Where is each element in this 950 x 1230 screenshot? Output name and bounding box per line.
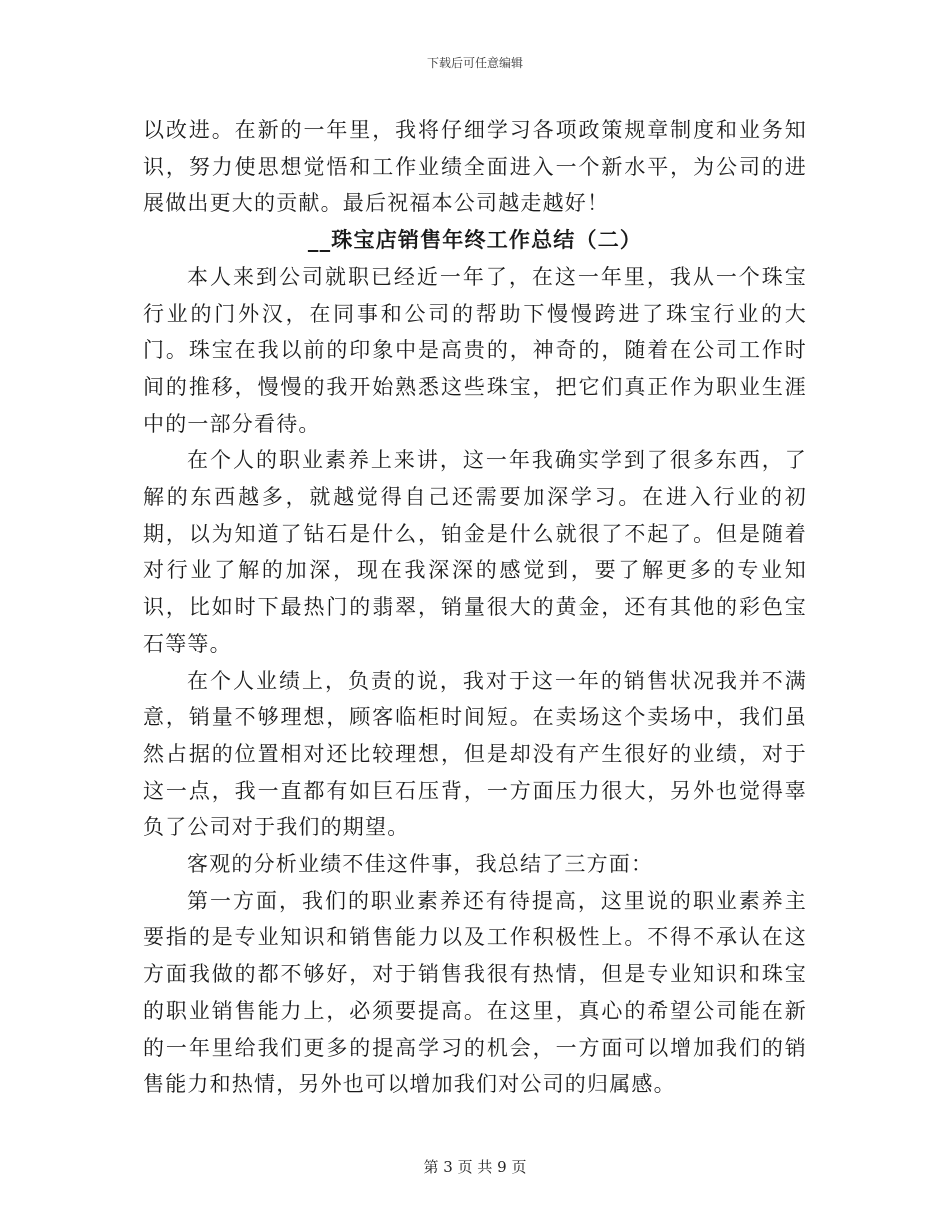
paragraph-continued: 以改进。在新的一年里，我将仔细学习各项政策规章制度和业务知识，努力使思想觉悟和工作业绩全面进入一个新水平，为公司的进展做出更大的贡献。最后祝福本公司越走越好！ — [143, 118, 807, 216]
paragraph-intro: 本人来到公司就职已经近一年了，在这一年里，我从一个珠宝行业的门外汉，在同事和公司的帮助下慢慢跨进了珠宝行业的大门。珠宝在我以前的印象中是高贵的，神奇的，随着在公司工作时间的推移，慢慢的我开始熟悉这些珠宝，把它们真正作为职业生涯中的一部分看待。 — [143, 264, 807, 436]
paragraph-analysis-intro: 客观的分析业绩不佳这件事，我总结了三方面： — [187, 852, 654, 877]
page-header: 下载后可任意编辑 — [426, 56, 523, 70]
page-number: 第 3 页 共 9 页 — [423, 1158, 527, 1176]
paragraph-first-aspect: 第一方面，我们的职业素养还有待提高，这里说的职业素养主要指的是专业知识和销售能力以及工作积极性上。不得不承认在这方面我做的都不够好，对于销售我很有热情，但是专业知识和珠宝的职业销售能力上，必须要提高。在这里，真心的希望公司能在新的一年里给我们更多的提高学习的机会，一方面可以增加我们的销售能力和热情，另外也可以增加我们对公司的归属感。 — [143, 888, 807, 1097]
document-body — [143, 112, 807, 1103]
section-heading: __珠宝店销售年终工作总结（二） — [307, 227, 643, 253]
paragraph-performance: 在个人业绩上，负责的说，我对于这一年的销售状况我并不满意，销量不够理想，顾客临柜时间短。在卖场这个卖场中，我们虽然占据的位置相对还比较理想，但是却没有产生很好的业绩，对于这一点，我一直都有如巨石压背，一方面压力很大，另外也觉得辜负了公司对于我们的期望。 — [143, 668, 807, 840]
paragraph-professional-quality: 在个人的职业素养上来讲，这一年我确实学到了很多东西，了解的东西越多，就越觉得自己还需要加深学习。在进入行业的初期，以为知道了钻石是什么，铂金是什么就很了不起了。但是随着对行业了解的加深，现在我深深的感觉到，要了解更多的专业知识，比如时下最热门的翡翠，销量很大的黄金，还有其他的彩色宝石等等。 — [143, 448, 807, 656]
